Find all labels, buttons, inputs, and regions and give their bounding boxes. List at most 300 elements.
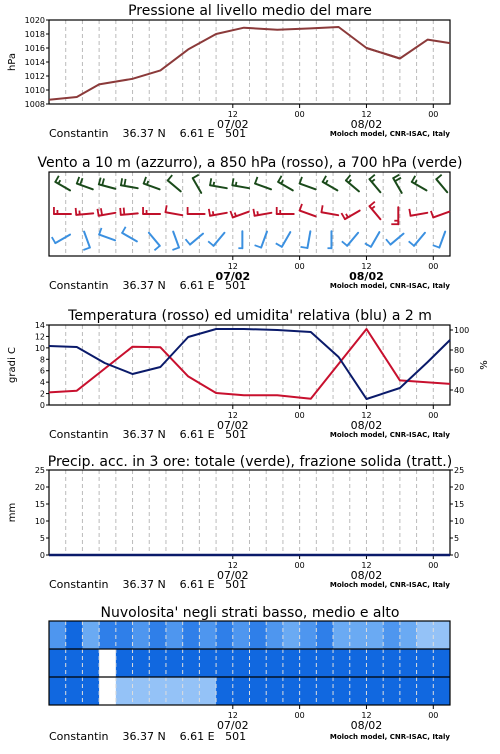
wind-barb-feather: [236, 182, 237, 186]
wind-barb-shaft: [346, 180, 359, 191]
cloud-cell-basso: [266, 677, 283, 706]
wind-barb-10-m: [83, 232, 90, 250]
cloud-cell-alto: [166, 621, 183, 650]
x-tick-label: 00: [428, 262, 438, 271]
wind-barb-shaft: [321, 212, 338, 215]
y-tick-label: 5: [454, 534, 459, 543]
wind-barb-feather: [342, 241, 347, 245]
x-tick-label: 00: [295, 411, 305, 420]
model-credit: Moloch model, CNR-ISAC, Italy: [330, 130, 451, 138]
wind-barb-feather: [232, 178, 233, 185]
wind-barb-feather: [372, 206, 375, 209]
y-tick-label: 1012: [25, 72, 45, 81]
chart-title: Temperatura (rosso) ed umidita' relativa (blu) a 2 m: [67, 308, 432, 324]
cloud-cell-medio: [250, 649, 267, 678]
x-date-label: 08/02: [351, 569, 383, 582]
wind-barb-feather: [386, 239, 390, 244]
wind-barb-shaft: [255, 184, 271, 190]
cloud-cell-basso: [433, 677, 450, 706]
cloud-cell-basso: [283, 677, 300, 706]
wind-barb-feather: [58, 180, 60, 183]
y-tick-label: 1010: [25, 86, 45, 95]
model-credit: Moloch model, CNR-ISAC, Italy: [330, 431, 451, 439]
wind-barb-shaft: [77, 184, 93, 190]
x-tick-label: 12: [361, 262, 371, 271]
cloud-cell-basso: [216, 677, 233, 706]
wind-barb-feather: [281, 180, 283, 183]
y-tick-label: 1018: [25, 30, 45, 39]
y-tick-label: 20: [35, 483, 45, 492]
wind-barb-850-hPa: [341, 211, 359, 220]
x-tick-label: 00: [428, 411, 438, 420]
x-tick-label: 12: [228, 110, 238, 119]
wind-barb-feather: [369, 175, 374, 179]
wind-barb-850-hPa: [253, 209, 271, 216]
cloud-cell-alto: [300, 621, 317, 650]
wind-barb-shaft: [144, 184, 160, 190]
x-tick-label: 12: [228, 262, 238, 271]
wind-barb-feather: [147, 181, 148, 185]
wind-barb-feather: [213, 182, 214, 186]
wind-barb-700-hPa: [55, 176, 70, 191]
y-tick-label: 20: [454, 483, 464, 492]
cloud-cell-basso: [400, 677, 417, 706]
cloud-cell-medio: [166, 649, 183, 678]
wind-barb-feather: [121, 178, 122, 185]
y-tick-label: 80: [454, 346, 464, 355]
wind-barb-700-hPa: [144, 177, 160, 189]
wind-barb-shaft: [412, 182, 427, 191]
chart-title: Precip. acc. in 3 ore: totale (verde), frazione solida (tratt.): [48, 454, 452, 470]
wind-barb-feather: [102, 179, 104, 186]
cloud-cell-medio: [417, 649, 434, 678]
wind-barb-700-hPa: [99, 178, 115, 189]
chart-title: Pressione al livello medio del mare: [128, 3, 372, 19]
cloud-cell-medio: [133, 649, 150, 678]
cloud-cell-medio: [233, 649, 250, 678]
x-tick-label: 12: [361, 411, 371, 420]
x-tick-label: 12: [361, 561, 371, 570]
y-axis-label-right: %: [479, 360, 490, 370]
wind-barb-700-hPa: [278, 176, 293, 191]
cloud-cell-basso: [300, 677, 317, 706]
y-tick-label: 1008: [25, 100, 45, 109]
wind-barb-700-hPa: [346, 175, 359, 191]
wind-barb-feather: [83, 248, 90, 250]
cloud-cell-medio: [266, 649, 283, 678]
wind-barb-10-m: [172, 232, 179, 250]
x-tick-label: 12: [361, 711, 371, 720]
wind-barb-700-hPa: [436, 175, 447, 193]
x-date-label: 08/02: [351, 719, 383, 732]
wind-barb-shaft: [347, 233, 358, 246]
wind-barb-700-hPa: [121, 178, 138, 188]
wind-barb-850-hPa: [391, 207, 398, 224]
wind-barb-850-hPa: [143, 207, 160, 214]
wind-barb-10-m: [301, 231, 311, 248]
cloud-cell-alto: [266, 621, 283, 650]
wind-barb-feather: [124, 179, 125, 186]
wind-barb-shaft: [300, 211, 316, 217]
y-tick-label: 100: [454, 326, 469, 335]
cloud-cell-medio: [82, 649, 99, 678]
x-tick-label: 00: [428, 110, 438, 119]
wind-barb-feather: [193, 175, 199, 179]
cloud-cell-medio: [283, 649, 300, 678]
cloud-cell-medio: [316, 649, 333, 678]
cloud-cell-medio: [383, 649, 400, 678]
cloud-cell-alto: [316, 621, 333, 650]
wind-barb-10-m: [342, 233, 358, 246]
wind-barb-feather: [52, 237, 56, 243]
cloud-cell-alto: [417, 621, 434, 650]
panel-4: [49, 605, 451, 743]
x-tick-label: 12: [228, 711, 238, 720]
panel-0: [7, 3, 450, 140]
wind-barb-feather: [210, 178, 211, 185]
wind-barb-feather: [213, 211, 214, 215]
wind-barb-shaft: [99, 184, 115, 188]
wind-barb-shaft: [173, 232, 179, 248]
wind-barb-feather: [208, 241, 213, 245]
wind-barb-shaft: [323, 182, 338, 191]
x-tick-label: 00: [295, 110, 305, 119]
wind-barb-feather: [431, 211, 433, 218]
x-date-label: 07/02: [217, 419, 249, 432]
location-label: Constantin 36.37 N 6.61 E 501: [49, 730, 246, 743]
cloud-cell-alto: [233, 621, 250, 650]
wind-barb-10-m: [276, 232, 291, 247]
wind-barb-feather: [257, 211, 258, 215]
wind-barb-shaft: [300, 184, 316, 190]
cloud-cell-medio: [49, 649, 66, 678]
wind-barb-shaft: [369, 206, 380, 219]
cloud-cell-medio: [183, 649, 200, 678]
wind-barb-feather: [415, 180, 417, 183]
wind-barb-feather: [433, 245, 440, 247]
wind-barb-700-hPa: [323, 176, 338, 191]
x-tick-label: 12: [361, 110, 371, 119]
y-tick-label: 40: [454, 386, 464, 395]
cloud-cell-alto: [250, 621, 267, 650]
wind-barb-feather: [168, 175, 172, 180]
pressure-series-line: [367, 40, 451, 59]
y-tick-label: 0: [40, 551, 45, 560]
wind-barb-feather: [349, 180, 352, 183]
wind-barb-feather: [412, 176, 416, 182]
wind-barb-700-hPa: [300, 177, 316, 189]
wind-barb-feather: [300, 177, 302, 184]
y-tick-label: 14: [35, 321, 45, 330]
wind-barb-10-m: [99, 228, 115, 240]
wind-barb-10-m: [433, 232, 445, 248]
chart-title: Vento a 10 m (azzurro), a 850 hPa (rosso), a 700 hPa (verde): [37, 155, 462, 171]
x-date-label: 08/02: [351, 118, 383, 131]
wind-barb-shaft: [55, 182, 70, 191]
panel-3: [7, 454, 464, 591]
wind-barb-feather: [346, 214, 348, 217]
wind-barb-700-hPa: [193, 175, 202, 193]
wind-barb-feather: [77, 177, 79, 184]
wind-barb-700-hPa: [412, 176, 427, 191]
wind-barb-feather: [321, 205, 322, 212]
wind-barb-feather: [372, 179, 375, 182]
cloud-cell-basso: [333, 677, 350, 706]
cloud-cell-alto: [66, 621, 83, 650]
wind-barb-850-hPa: [76, 208, 94, 215]
model-credit: Moloch model, CNR-ISAC, Italy: [330, 733, 451, 741]
wind-barb-feather: [365, 243, 371, 247]
y-tick-label: 10: [35, 517, 45, 526]
x-date-label: 07/02: [217, 118, 249, 131]
wind-barb-shaft: [278, 182, 293, 191]
cloud-cell-basso: [233, 677, 250, 706]
cloud-cell-basso: [350, 677, 367, 706]
y-axis-label: mm: [7, 503, 18, 522]
wind-barb-shaft: [121, 185, 138, 188]
wind-barb-feather: [301, 247, 308, 248]
wind-barb-shaft: [210, 185, 227, 188]
cloud-cell-alto: [99, 621, 116, 650]
wind-barb-10-m: [386, 234, 404, 245]
model-credit: Moloch model, CNR-ISAC, Italy: [330, 282, 451, 290]
y-tick-label: 15: [35, 500, 45, 509]
x-tick-label: 12: [228, 561, 238, 570]
cloud-cell-medio: [199, 649, 216, 678]
y-tick-label: 1016: [25, 44, 45, 53]
y-axis-label: gradi C: [7, 347, 18, 383]
x-date-label: 07/02: [215, 270, 250, 283]
wind-barb-shaft: [369, 179, 380, 192]
y-tick-label: 6: [40, 367, 45, 376]
wind-barb-10-m: [409, 233, 425, 246]
wind-barb-shaft: [411, 213, 428, 216]
cloud-cell-alto: [133, 621, 150, 650]
cloud-cell-alto: [49, 621, 66, 650]
cloud-cell-medio: [400, 649, 417, 678]
cloud-cell-alto: [149, 621, 166, 650]
cloud-cell-basso: [133, 677, 150, 706]
y-tick-label: 2: [40, 390, 45, 399]
wind-barb-shaft: [390, 234, 403, 245]
x-tick-label: 00: [295, 561, 305, 570]
wind-barb-shaft: [214, 233, 225, 246]
wind-barb-feather: [122, 227, 126, 233]
wind-barb-shaft: [99, 235, 115, 241]
wind-barb-850-hPa: [409, 209, 427, 216]
wind-barb-shaft: [436, 179, 447, 192]
wind-barb-shaft: [168, 180, 181, 191]
wind-barb-shaft: [193, 178, 202, 193]
wind-barb-feather: [409, 241, 414, 245]
y-tick-label: 4: [40, 378, 45, 387]
cloud-cell-basso: [149, 677, 166, 706]
wind-barb-shaft: [165, 212, 182, 215]
wind-barb-feather: [393, 175, 399, 179]
wind-barb-feather: [101, 208, 102, 215]
wind-barb-850-hPa: [165, 205, 182, 215]
y-tick-label: 15: [454, 500, 464, 509]
y-tick-label: 60: [454, 366, 464, 375]
wind-barb-shaft: [84, 232, 90, 248]
panel-1: [37, 155, 462, 292]
wind-barb-850-hPa: [277, 207, 294, 214]
model-credit: Moloch model, CNR-ISAC, Italy: [330, 581, 451, 589]
cloud-cell-basso: [199, 677, 216, 706]
wind-barb-850-hPa: [209, 209, 227, 216]
cloud-cell-basso: [166, 677, 183, 706]
wind-barb-feather: [255, 245, 262, 247]
wind-barb-shaft: [433, 212, 449, 218]
y-tick-label: 0: [454, 551, 459, 560]
wind-barb-feather: [97, 209, 98, 216]
cloud-cell-alto: [199, 621, 216, 650]
cloud-cell-alto: [366, 621, 383, 650]
wind-barb-shaft: [371, 232, 380, 247]
panel-2: [7, 308, 490, 441]
cloud-cell-basso: [250, 677, 267, 706]
wind-barb-feather: [436, 175, 441, 179]
wind-barb-10-m: [238, 231, 242, 248]
wind-barb-10-m: [185, 234, 203, 245]
wind-barb-shaft: [55, 235, 70, 244]
cloud-cell-medio: [366, 649, 383, 678]
wind-barb-850-hPa: [97, 208, 115, 216]
cloud-cell-basso: [383, 677, 400, 706]
wind-barb-850-hPa: [54, 207, 71, 214]
wind-barb-shaft: [232, 185, 249, 188]
location-label: Constantin 36.37 N 6.61 E 501: [49, 428, 246, 441]
cloud-cell-medio: [333, 649, 350, 678]
location-label: Constantin 36.37 N 6.61 E 501: [49, 279, 246, 292]
wind-barb-shaft: [307, 231, 310, 248]
cloud-cell-medio: [149, 649, 166, 678]
cloud-cell-alto: [183, 621, 200, 650]
wind-barb-700-hPa: [369, 175, 380, 193]
cloud-cell-alto: [283, 621, 300, 650]
wind-barb-feather: [235, 213, 236, 217]
wind-barb-10-m: [52, 235, 70, 244]
wind-barb-700-hPa: [232, 178, 249, 188]
x-tick-label: 00: [295, 711, 305, 720]
wind-barb-feather: [144, 177, 146, 184]
wind-barb-feather: [99, 178, 101, 185]
wind-barb-feather: [209, 209, 210, 216]
chart-title: Nuvolosita' negli strati basso, medio e alto: [101, 605, 400, 621]
wind-barb-700-hPa: [393, 175, 402, 193]
cloud-cell-basso: [316, 677, 333, 706]
wind-barb-10-m: [255, 232, 267, 248]
wind-barb-850-hPa: [300, 204, 316, 216]
wind-barb-feather: [300, 204, 302, 211]
cloud-cell-basso: [82, 677, 99, 706]
wind-barb-feather: [172, 248, 179, 250]
wind-barb-feather: [120, 208, 121, 215]
wind-barb-700-hPa: [77, 177, 93, 189]
cloud-cell-alto: [383, 621, 400, 650]
wind-barb-feather: [278, 176, 282, 182]
x-date-label: 07/02: [217, 719, 249, 732]
wind-barb-feather: [253, 209, 254, 216]
wind-barb-feather: [124, 208, 125, 215]
wind-barb-shaft: [149, 233, 160, 246]
cloud-cell-alto: [433, 621, 450, 650]
wind-barb-850-hPa: [188, 207, 205, 214]
wind-barb-feather: [341, 213, 345, 219]
y-tick-label: 25: [35, 466, 45, 475]
x-tick-label: 00: [428, 561, 438, 570]
x-tick-label: 00: [428, 711, 438, 720]
wind-barb-700-hPa: [210, 178, 227, 188]
wind-barb-850-hPa: [321, 205, 338, 215]
cloud-cell-medio: [99, 649, 116, 678]
wind-barb-shaft: [439, 232, 445, 248]
wind-barb-10-m: [149, 233, 160, 251]
cloud-cell-basso: [49, 677, 66, 706]
wind-barb-850-hPa: [369, 202, 380, 220]
cloud-cell-alto: [82, 621, 99, 650]
wind-barb-feather: [326, 180, 328, 183]
wind-barb-700-hPa: [255, 177, 271, 189]
wind-barb-10-m: [327, 231, 331, 248]
cloud-cell-medio: [350, 649, 367, 678]
y-tick-label: 8: [40, 355, 45, 364]
wind-barb-850-hPa: [120, 208, 138, 215]
wind-barb-feather: [76, 208, 77, 215]
x-tick-label: 00: [295, 262, 305, 271]
cloud-cell-basso: [99, 677, 116, 706]
cloud-cell-alto: [216, 621, 233, 650]
wind-barb-10-m: [122, 227, 137, 242]
wind-barb-shaft: [414, 233, 425, 246]
location-label: Constantin 36.37 N 6.61 E 501: [49, 578, 246, 591]
y-tick-label: 1020: [25, 16, 45, 25]
y-tick-label: 10: [454, 517, 464, 526]
cloud-cell-alto: [350, 621, 367, 650]
cloud-cell-alto: [333, 621, 350, 650]
wind-barb-feather: [230, 211, 232, 218]
cloud-cell-medio: [216, 649, 233, 678]
wind-barb-shaft: [282, 232, 291, 247]
wind-barb-10-m: [208, 233, 224, 246]
cloud-cell-alto: [400, 621, 417, 650]
wind-barb-700-hPa: [168, 175, 181, 191]
wind-barb-feather: [323, 176, 327, 182]
wind-barb-feather: [409, 209, 410, 216]
wind-barb-shaft: [190, 234, 203, 245]
cloud-cell-medio: [300, 649, 317, 678]
cloud-cell-basso: [417, 677, 434, 706]
x-tick-label: 12: [228, 411, 238, 420]
wind-barb-10-m: [365, 232, 380, 247]
cloud-cell-medio: [433, 649, 450, 678]
y-tick-label: 5: [40, 534, 45, 543]
cloud-cell-basso: [183, 677, 200, 706]
wind-barb-feather: [276, 243, 282, 247]
y-tick-label: 10: [35, 344, 45, 353]
wind-barb-shaft: [122, 233, 137, 242]
wind-barb-feather: [369, 202, 374, 206]
location-label: Constantin 36.37 N 6.61 E 501: [49, 127, 246, 140]
wind-barb-feather: [185, 239, 189, 244]
y-tick-label: 25: [454, 466, 464, 475]
x-date-label: 08/02: [351, 419, 383, 432]
cloud-cell-alto: [116, 621, 133, 650]
wind-barb-feather: [255, 177, 257, 184]
cloud-cell-basso: [66, 677, 83, 706]
wind-barb-feather: [55, 176, 59, 182]
wind-barb-feather: [154, 246, 159, 250]
